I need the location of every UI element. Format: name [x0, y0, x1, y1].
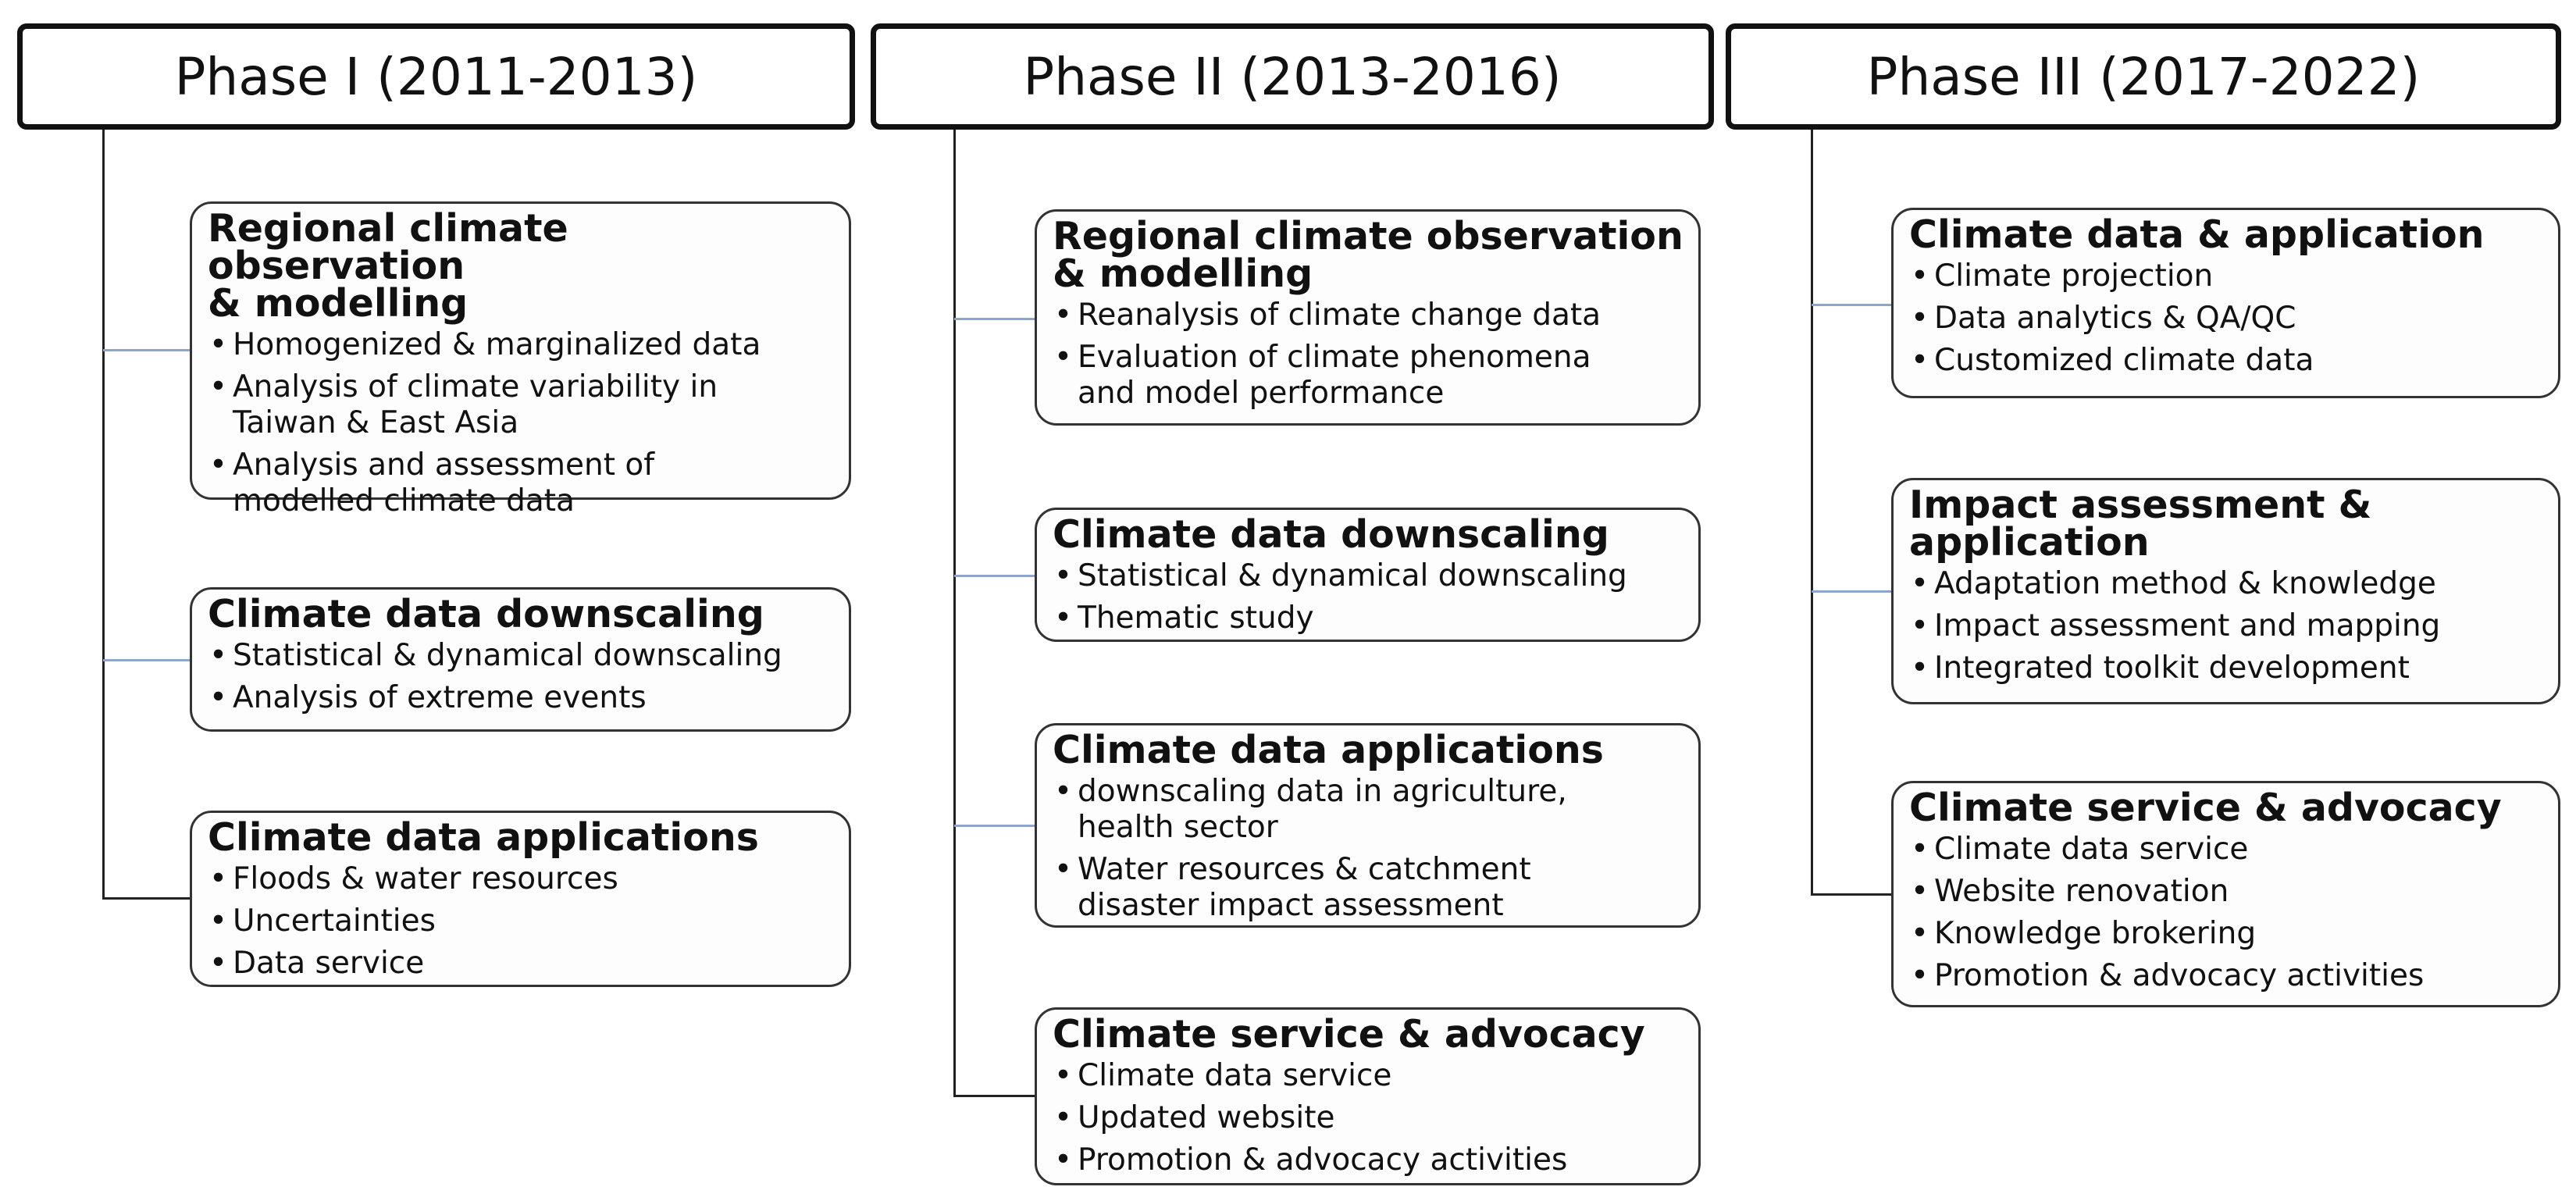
list-item-text: Integrated toolkit development: [1934, 650, 2410, 686]
phase-2-box-4: [1035, 1007, 1701, 1185]
phase-2-box-1: [1035, 209, 1701, 426]
box-item-list: [1053, 298, 1684, 412]
list-item: [1909, 958, 2544, 994]
list-item: [1053, 1058, 1684, 1094]
phase-3-box-3: [1891, 781, 2560, 1007]
list-item: [1053, 558, 1684, 594]
list-item-text: Analysis of extreme events: [233, 680, 647, 715]
box-title: Climate service & advocacy: [1053, 1012, 1645, 1057]
list-item-text: Updated website: [1078, 1100, 1335, 1135]
list-item-text: Climate data service: [1934, 832, 2249, 867]
bullet-icon: •: [1054, 298, 1073, 333]
phase-1-box-3-connector: [103, 897, 190, 900]
list-item: [1909, 650, 2544, 686]
list-item-text: Website renovation: [1934, 874, 2229, 909]
phase-1-box-3: [190, 811, 851, 987]
box-item-list: [208, 861, 835, 982]
box-title: Impact assessment & application: [1909, 483, 2372, 565]
list-item: [1053, 600, 1684, 636]
box-item-list: [1053, 558, 1684, 636]
list-item: [208, 638, 835, 674]
bullet-icon: •: [209, 327, 228, 362]
list-item: [208, 447, 835, 519]
bullet-icon: •: [1054, 1142, 1073, 1178]
phase-3-box-1-connector: [1812, 304, 1891, 306]
box-title: Climate data applications: [208, 815, 759, 860]
list-item-text: Reanalysis of climate change data: [1078, 298, 1602, 333]
bullet-icon: •: [1911, 343, 1929, 378]
phase-2-timeline-connector: [953, 130, 956, 1097]
phase-2-box-4-connector: [954, 1095, 1035, 1097]
phase-3-box-3-connector: [1812, 893, 1891, 896]
list-item-text: Uncertainties: [233, 903, 436, 939]
list-item-text: Data analytics & QA/QC: [1934, 301, 2296, 336]
bullet-icon: •: [1054, 774, 1073, 809]
box-item-list: [1053, 1058, 1684, 1178]
list-item: [1909, 343, 2544, 379]
box-item-list: [1053, 774, 1684, 924]
list-item-text: Statistical & dynamical downscaling: [233, 638, 782, 673]
list-item-text: Floods & water resources: [233, 861, 618, 896]
bullet-icon: •: [1911, 958, 1929, 993]
list-item: [208, 327, 835, 363]
list-item-text: Evaluation of climate phenomena and model performance: [1078, 340, 1591, 411]
list-item-text: Data service: [233, 946, 425, 981]
list-item: [1909, 608, 2544, 644]
bullet-icon: •: [1054, 558, 1073, 593]
list-item-text: Water resources & catchment disaster impact assessment: [1078, 852, 1531, 923]
box-title: Climate data & application: [1909, 212, 2485, 257]
list-item-text: Statistical & dynamical downscaling: [1078, 558, 1627, 593]
list-item: [1909, 258, 2544, 294]
phase-2-box-3: [1035, 723, 1701, 928]
bullet-icon: •: [1911, 566, 1929, 601]
phase-3-box-1: [1891, 208, 2560, 398]
list-item-text: Homogenized & marginalized data: [233, 327, 761, 362]
box-title: Climate service & advocacy: [1909, 786, 2502, 830]
bullet-icon: •: [209, 680, 228, 715]
bullet-icon: •: [1054, 340, 1073, 375]
phase-2-box-2: [1035, 508, 1701, 642]
list-item: [1909, 566, 2544, 602]
list-item-text: Promotion & advocacy activities: [1078, 1142, 1568, 1178]
phase-1-header: Phase I (2011-2013): [17, 23, 855, 130]
bullet-icon: •: [1911, 650, 1929, 686]
list-item-text: Analysis and assessment of modelled climate data: [233, 447, 655, 519]
bullet-icon: •: [1911, 258, 1929, 294]
list-item: [208, 903, 835, 939]
box-item-list: [208, 327, 835, 519]
list-item-text: Knowledge brokering: [1934, 916, 2257, 951]
phase-1-box-1: [190, 201, 851, 519]
list-item-text: Climate projection: [1934, 258, 2214, 294]
list-item-text: Impact assessment and mapping: [1934, 608, 2441, 643]
list-item: [1909, 301, 2544, 337]
bullet-icon: •: [209, 638, 228, 673]
list-item-text: Thematic study: [1078, 600, 1314, 636]
list-item-text: Adaptation method & knowledge: [1934, 566, 2436, 601]
list-item: [208, 861, 835, 897]
phase-3-box-2: [1891, 478, 2560, 704]
phase-2-box-2-connector: [954, 575, 1035, 577]
box-title: Climate data applications: [1053, 728, 1604, 772]
list-item: [1909, 916, 2544, 952]
list-item: [208, 369, 835, 441]
bullet-icon: •: [1911, 301, 1929, 336]
list-item: [1909, 832, 2544, 868]
phase-1-box-2: [190, 587, 851, 732]
phase-3-timeline-connector: [1811, 130, 1813, 896]
bullet-icon: •: [1054, 1100, 1073, 1135]
box-item-list: [1909, 566, 2544, 686]
bullet-icon: •: [1054, 1058, 1073, 1093]
list-item-text: Climate data service: [1078, 1058, 1392, 1093]
bullet-icon: •: [209, 369, 228, 404]
phase-2-box-3-connector: [954, 825, 1035, 827]
phase-2-box-1-connector: [954, 318, 1035, 320]
bullet-icon: •: [1911, 916, 1929, 951]
phase-3-header: Phase III (2017-2022): [1726, 23, 2561, 130]
box-item-list: [1909, 258, 2544, 379]
list-item: [1053, 298, 1684, 333]
list-item: [208, 946, 835, 982]
phase-3-box-2-connector: [1812, 590, 1891, 593]
list-item-text: Analysis of climate variability in Taiwan & East Asia: [233, 369, 718, 440]
phase-1-box-1-connector: [103, 349, 190, 351]
bullet-icon: •: [209, 447, 228, 483]
list-item-text: Customized climate data: [1934, 343, 2314, 378]
bullet-icon: •: [209, 903, 228, 939]
list-item: [208, 680, 835, 716]
bullet-icon: •: [1911, 874, 1929, 909]
bullet-icon: •: [209, 946, 228, 981]
list-item: [1053, 852, 1684, 924]
list-item: [1053, 774, 1684, 846]
bullet-icon: •: [1054, 852, 1073, 887]
box-title: Regional climate observation & modelling: [208, 206, 568, 326]
bullet-icon: •: [209, 861, 228, 896]
phase-1-box-2-connector: [103, 659, 190, 661]
list-item: [1909, 874, 2544, 910]
phase-1-timeline-connector: [102, 130, 105, 900]
phase-2-header: Phase II (2013-2016): [871, 23, 1714, 130]
bullet-icon: •: [1054, 600, 1073, 636]
list-item-text: Promotion & advocacy activities: [1934, 958, 2425, 993]
box-item-list: [1909, 832, 2544, 994]
bullet-icon: •: [1911, 608, 1929, 643]
box-title: Climate data downscaling: [1053, 512, 1609, 557]
bullet-icon: •: [1911, 832, 1929, 867]
box-item-list: [208, 638, 835, 716]
list-item-text: downscaling data in agriculture, health sector: [1078, 774, 1567, 845]
list-item: [1053, 1100, 1684, 1136]
list-item: [1053, 1142, 1684, 1178]
list-item: [1053, 340, 1684, 412]
box-title: Climate data downscaling: [208, 592, 764, 636]
box-title: Regional climate observation & modelling: [1053, 214, 1683, 296]
